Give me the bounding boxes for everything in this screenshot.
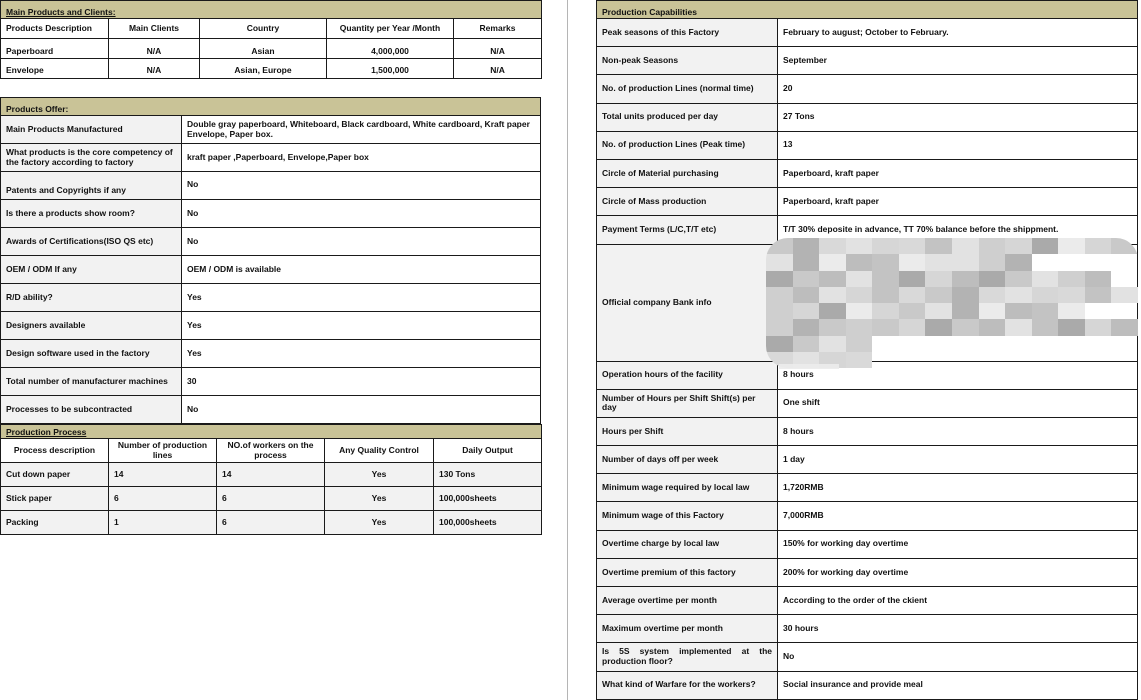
table-row <box>1 116 541 144</box>
section-header <box>1 425 542 439</box>
row-label: Operation hours of the facility <box>597 361 778 389</box>
table-cell: 4,000,000 <box>327 39 454 59</box>
section-title: Products Offer: <box>1 98 541 116</box>
section-title: Production Process <box>1 425 542 439</box>
row-value: No <box>182 200 541 228</box>
row-value: Yes <box>182 340 541 368</box>
row-value: Paperboard, kraft paper <box>778 159 1138 187</box>
column-header: Any Quality Control <box>325 439 434 463</box>
row-label: Hours per Shift <box>597 417 778 445</box>
table-row <box>597 47 1138 75</box>
table-row <box>1 284 541 312</box>
row-value: One shift <box>778 389 1138 417</box>
table-cell: 14 <box>217 463 325 487</box>
table-cell: N/A <box>109 39 200 59</box>
row-value: 30 hours <box>778 615 1138 643</box>
table-cell: 6 <box>217 487 325 511</box>
table-cell: 14 <box>109 463 217 487</box>
table-cell: 6 <box>217 511 325 535</box>
section-title: Production Capabilities <box>597 1 1138 19</box>
row-label: Overtime charge by local law <box>597 530 778 558</box>
row-label: Minimum wage of this Factory <box>597 502 778 530</box>
table-row <box>597 159 1138 187</box>
row-value: kraft paper ,Paperboard, Envelope,Paper box <box>182 144 541 172</box>
row-value: Social insurance and provide meal <box>778 671 1138 699</box>
table-cell: 1 <box>109 511 217 535</box>
section-header <box>597 1 1138 19</box>
table-row <box>597 19 1138 47</box>
table-row <box>1 511 542 535</box>
table-row <box>597 643 1138 671</box>
table-row <box>1 396 541 424</box>
row-value: No <box>182 228 541 256</box>
table-cell: Yes <box>325 463 434 487</box>
column-header: NO.of workers on the process <box>217 439 325 463</box>
table-row <box>1 340 541 368</box>
table-cell: Stick paper <box>1 487 109 511</box>
table-row <box>1 144 541 172</box>
row-value: September <box>778 47 1138 75</box>
row-label: Processes to be subcontracted <box>1 396 182 424</box>
column-header: Products Description <box>1 19 109 39</box>
table-row <box>1 172 541 200</box>
redaction-blur <box>766 238 1138 368</box>
row-label: What kind of Warfare for the workers? <box>597 671 778 699</box>
row-label: Non-peak Seasons <box>597 47 778 75</box>
table-cell: Paperboard <box>1 39 109 59</box>
table-row <box>597 417 1138 445</box>
redaction-blur-edge <box>779 364 839 369</box>
column-header: Process description <box>1 439 109 463</box>
row-label: Total units produced per day <box>597 103 778 131</box>
row-value: Yes <box>182 284 541 312</box>
row-value: 27 Tons <box>778 103 1138 131</box>
table-cell: Cut down paper <box>1 463 109 487</box>
table-cell: 100,000sheets <box>434 511 542 535</box>
table-cell: 100,000sheets <box>434 487 542 511</box>
column-header: Daily Output <box>434 439 542 463</box>
table-cell: N/A <box>454 59 542 79</box>
row-label: OEM / ODM If any <box>1 256 182 284</box>
row-label: Peak seasons of this Factory <box>597 19 778 47</box>
row-value: 8 hours <box>778 417 1138 445</box>
table-row <box>597 446 1138 474</box>
table-cell: Asian <box>200 39 327 59</box>
table-row <box>1 463 542 487</box>
row-label: Main Products Manufactured <box>1 116 182 144</box>
table-header-row <box>1 439 542 463</box>
row-label: Average overtime per month <box>597 587 778 615</box>
row-value: Yes <box>182 312 541 340</box>
table-row <box>597 615 1138 643</box>
table-row <box>1 200 541 228</box>
row-value: No <box>182 396 541 424</box>
column-header: Country <box>200 19 327 39</box>
table-row <box>597 474 1138 502</box>
row-value: No <box>778 643 1138 671</box>
column-header: Quantity per Year /Month <box>327 19 454 39</box>
row-label: Payment Terms (L/C,T/T etc) <box>597 216 778 244</box>
left-page <box>0 0 541 535</box>
row-value: 1 day <box>778 446 1138 474</box>
row-value: 200% for working day overtime <box>778 558 1138 586</box>
main-products-clients-table <box>0 0 542 79</box>
section-title: Main Products and Clients: <box>1 1 542 19</box>
table-cell: Asian, Europe <box>200 59 327 79</box>
row-value: According to the order of the ckient <box>778 587 1138 615</box>
table-row <box>1 256 541 284</box>
section-header <box>1 1 542 19</box>
row-label: R/D ability? <box>1 284 182 312</box>
row-label: Design software used in the factory <box>1 340 182 368</box>
row-value: 13 <box>778 131 1138 159</box>
table-row <box>1 487 542 511</box>
table-cell: N/A <box>109 59 200 79</box>
table-row <box>597 671 1138 699</box>
row-value: 150% for working day overtime <box>778 530 1138 558</box>
row-label: Is 5S system implemented at the production floor? <box>597 643 778 671</box>
row-value: Double gray paperboard, Whiteboard, Black cardboard, White cardboard, Kraft paper Envelope, Paper box. <box>182 116 541 144</box>
row-label: Official company Bank info <box>597 244 778 361</box>
table-row <box>597 530 1138 558</box>
table-row <box>597 188 1138 216</box>
row-value: 30 <box>182 368 541 396</box>
table-row <box>597 131 1138 159</box>
row-value: T/T 30% deposite in advance, TT 70% balance before the shippment. <box>778 216 1138 244</box>
row-label: Patents and Copyrights if any <box>1 172 182 200</box>
table-row <box>1 228 541 256</box>
table-cell: Yes <box>325 487 434 511</box>
table-cell: Envelope <box>1 59 109 79</box>
table-cell: N/A <box>454 39 542 59</box>
row-label: Number of days off per week <box>597 446 778 474</box>
table-row <box>597 502 1138 530</box>
row-label: Maximum overtime per month <box>597 615 778 643</box>
row-label: Number of Hours per Shift Shift(s) per day <box>597 389 778 417</box>
row-label: Circle of Mass production <box>597 188 778 216</box>
row-value: OEM / ODM is available <box>182 256 541 284</box>
column-header: Number of production lines <box>109 439 217 463</box>
section-header <box>1 98 541 116</box>
table-row <box>597 103 1138 131</box>
row-value: 20 <box>778 75 1138 103</box>
row-value: 1,720RMB <box>778 474 1138 502</box>
table-cell: Packing <box>1 511 109 535</box>
table-row <box>597 389 1138 417</box>
column-header: Remarks <box>454 19 542 39</box>
table-row <box>1 368 541 396</box>
table-row <box>597 558 1138 586</box>
table-cell: 130 Tons <box>434 463 542 487</box>
row-label: Total number of manufacturer machines <box>1 368 182 396</box>
table-row <box>597 75 1138 103</box>
products-offer-table <box>0 97 541 424</box>
table-row <box>1 39 542 59</box>
table-row <box>1 59 542 79</box>
table-row <box>597 587 1138 615</box>
row-value: February to august; October to February. <box>778 19 1138 47</box>
table-cell: 1,500,000 <box>327 59 454 79</box>
row-label: Circle of Material purchasing <box>597 159 778 187</box>
row-label: No. of production Lines (normal time) <box>597 75 778 103</box>
row-label: Minimum wage required by local law <box>597 474 778 502</box>
column-header: Main Clients <box>109 19 200 39</box>
table-cell: 6 <box>109 487 217 511</box>
row-label: No. of production Lines (Peak time) <box>597 131 778 159</box>
row-label: What products is the core competency of the factory according to factory <box>1 144 182 172</box>
table-cell: Yes <box>325 511 434 535</box>
row-value: No <box>182 172 541 200</box>
row-value: 8 hours <box>778 361 1138 389</box>
table-row <box>1 312 541 340</box>
page-divider <box>567 0 568 700</box>
table-header-row <box>1 19 542 39</box>
row-label: Is there a products show room? <box>1 200 182 228</box>
row-label: Awards of Certifications(ISO QS etc) <box>1 228 182 256</box>
row-label: Overtime premium of this factory <box>597 558 778 586</box>
production-process-table <box>0 424 542 535</box>
row-value: 7,000RMB <box>778 502 1138 530</box>
row-value: Paperboard, kraft paper <box>778 188 1138 216</box>
row-label: Designers available <box>1 312 182 340</box>
